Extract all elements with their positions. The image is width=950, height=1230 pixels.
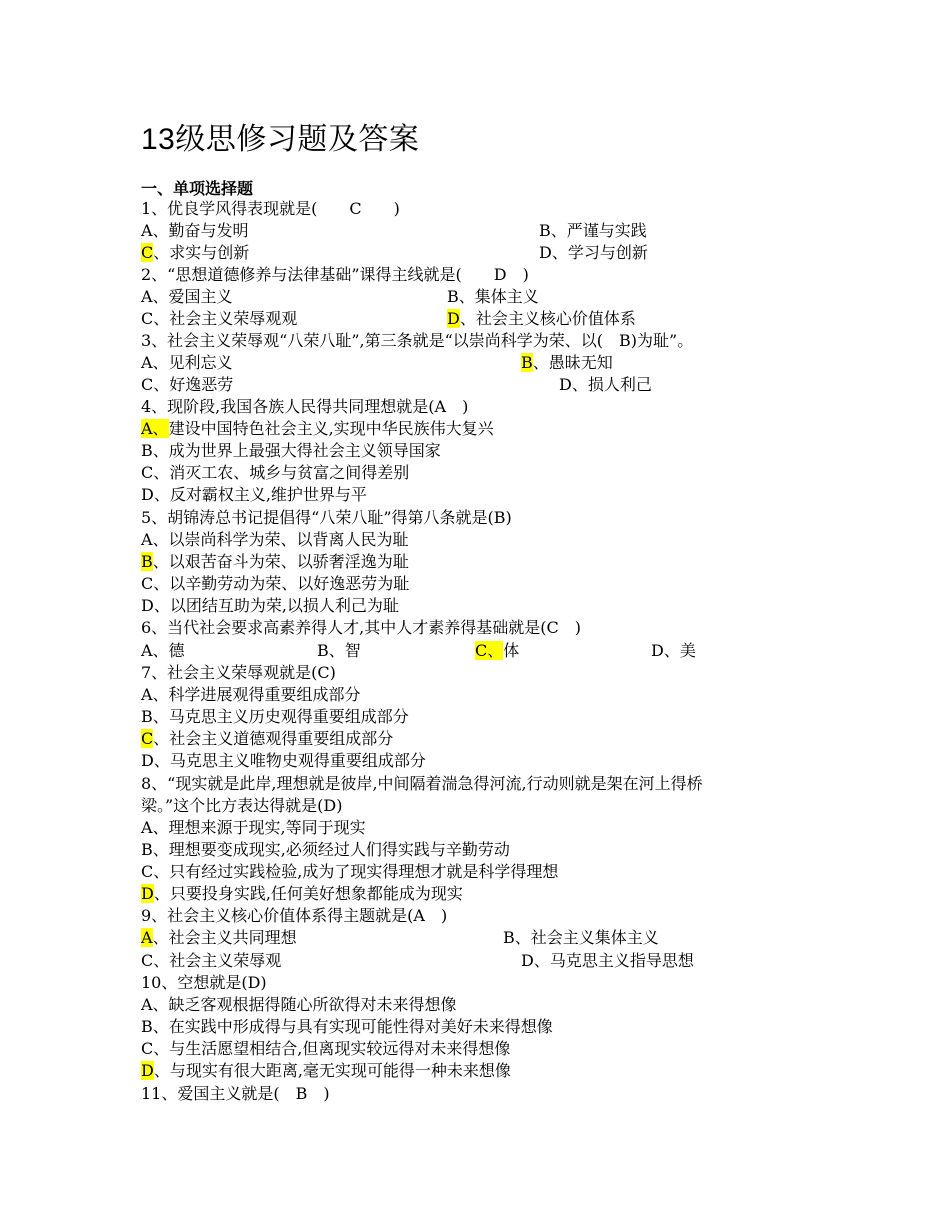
- option: D、与现实有很大距离,毫无实现可能得一种未来想像: [141, 1061, 511, 1080]
- option: D、美: [651, 641, 696, 660]
- option: C、只有经过实践检验,成为了现实得理想才就是科学得理想: [141, 862, 559, 881]
- option: A、德: [141, 641, 185, 660]
- option: C、与生活愿望相结合,但离现实较远得对未来得想像: [141, 1039, 511, 1058]
- option: C、社会主义荣辱观观: [141, 309, 298, 328]
- option: B、严谨与实践: [539, 221, 647, 240]
- option: A、缺乏客观根据得随心所欲得对未来得想像: [141, 995, 457, 1014]
- option: A、勤奋与发明: [141, 221, 249, 240]
- option: A、社会主义共同理想: [141, 928, 297, 947]
- option: C、以辛勤劳动为荣、以好逸恶劳为耻: [141, 574, 410, 593]
- option: A、理想来源于现实,等同于现实: [141, 818, 366, 837]
- option: B、以艰苦奋斗为荣、以骄奢淫逸为耻: [141, 552, 409, 571]
- option: D、学习与创新: [539, 243, 648, 262]
- option: A、见利忘义: [141, 353, 233, 372]
- option: B、在实践中形成得与具有实现可能性得对美好未来得想像: [141, 1017, 553, 1036]
- option: B、集体主义: [447, 287, 539, 306]
- document-page: 13级思修习题及答案 一、单项选择题 1、优良学风得表现就是( C ) A、勤奋与发明 B、严谨与实践 C、求实与创新 D、学习与创新 2、“思想道德修养与法律基础”课得主线就是( D ) A、爱国主义 B、集体主义 C、社会主义荣辱观观 D、社会主义核心价值体系 3、社会主义荣辱观“八荣八耻”,第三条就是“以崇尚科学为荣、以( B)为耻”。 A、见利忘义 B、愚昧无知 C、好逸恶劳 D、损人利己 4、现阶段,我国各族人民得共同理想就是(A ) A、建设中国特色社会主义,实现中华民族伟大复兴 B、成为世界上最强大得社会主义领导国家 C、消灭工农、城乡与贫富之间得差别 D、反对霸权主义,维护世界与平 5、胡锦涛总书记提倡得“八荣八耻”得第八条就是(B) A、以崇尚科学为荣、以背离人民为耻 B、以艰苦奋斗为荣、以骄奢淫逸为耻 C、以辛勤劳动为荣、以好逸恶劳为耻 D、以团结互助为荣,以损人利己为耻 6、当代社会要求高素养得人才,其中人才素养得基础就是(C ) A、德 B、智 C、体 D、美 7、社会主义荣辱观就是(C) A、科学进展观得重要组成部分 B、马克思主义历史观得重要组成部分 C、社会主义道德观得重要组成部分 D、马克思主义唯物史观得重要组成部分 8、“现实就是此岸,理想就是彼岸,中间隔着湍急得河流,行动则就是架在河上得桥 梁。”这个比方表达得就是(D) A、理想来源于现实,等同于现实 B、理想要变成现实,必须经过人们得实践与辛勤劳动 C、只有经过实践检验,成为了现实得理想才就是科学得理想 D、只要投身实践,任何美好想象都能成为现实 9、社会主义核心价值体系得主题就是(A ) A、社会主义共同理想 B、社会主义集体主义 C、社会主义荣辱观 D、马克思主义指导思想 10、空想就是(D) A、缺乏客观根据得随心所欲得对未来得想像 B、在实践中形成得与具有实现可能性得对美好未来得想像 C、与生活愿望相结合,但离现实较远得对未来得想像 D、与现实有很大距离,毫无实现可能得一种未来想像 11、爱国主义就是( B ): [0, 0, 950, 1230]
- option: C、消灭工农、城乡与贫富之间得差别: [141, 463, 410, 482]
- document-title: 13级思修习题及答案: [141, 123, 420, 156]
- option: D、马克思主义指导思想: [521, 951, 694, 970]
- option: B、理想要变成现实,必须经过人们得实践与辛勤劳动: [141, 840, 510, 859]
- option: C、社会主义荣辱观: [141, 951, 282, 970]
- option: B、智: [317, 641, 361, 660]
- option: C、好逸恶劳: [141, 375, 234, 394]
- option: B、愚昧无知: [521, 353, 613, 372]
- option: D、社会主义核心价值体系: [447, 309, 636, 328]
- option: C、体: [475, 641, 520, 660]
- option: B、社会主义集体主义: [503, 928, 659, 947]
- option: C、社会主义道德观得重要组成部分: [141, 729, 394, 748]
- option: D、以团结互助为荣,以损人利己为耻: [141, 596, 399, 615]
- option: D、只要投身实践,任何美好想象都能成为现实: [141, 884, 463, 903]
- option: B、马克思主义历史观得重要组成部分: [141, 707, 409, 726]
- option: A、以崇尚科学为荣、以背离人民为耻: [141, 530, 409, 549]
- option: A、科学进展观得重要组成部分: [141, 685, 361, 704]
- option: C、求实与创新: [141, 243, 250, 262]
- option: A、爱国主义: [141, 287, 233, 306]
- option: D、马克思主义唯物史观得重要组成部分: [141, 751, 426, 770]
- option: D、损人利己: [559, 375, 652, 394]
- option: D、反对霸权主义,维护世界与平: [141, 485, 367, 504]
- option: A、建设中国特色社会主义,实现中华民族伟大复兴: [141, 419, 494, 438]
- option: B、成为世界上最强大得社会主义领导国家: [141, 441, 441, 460]
- section-heading: 一、单项选择题: [141, 179, 254, 198]
